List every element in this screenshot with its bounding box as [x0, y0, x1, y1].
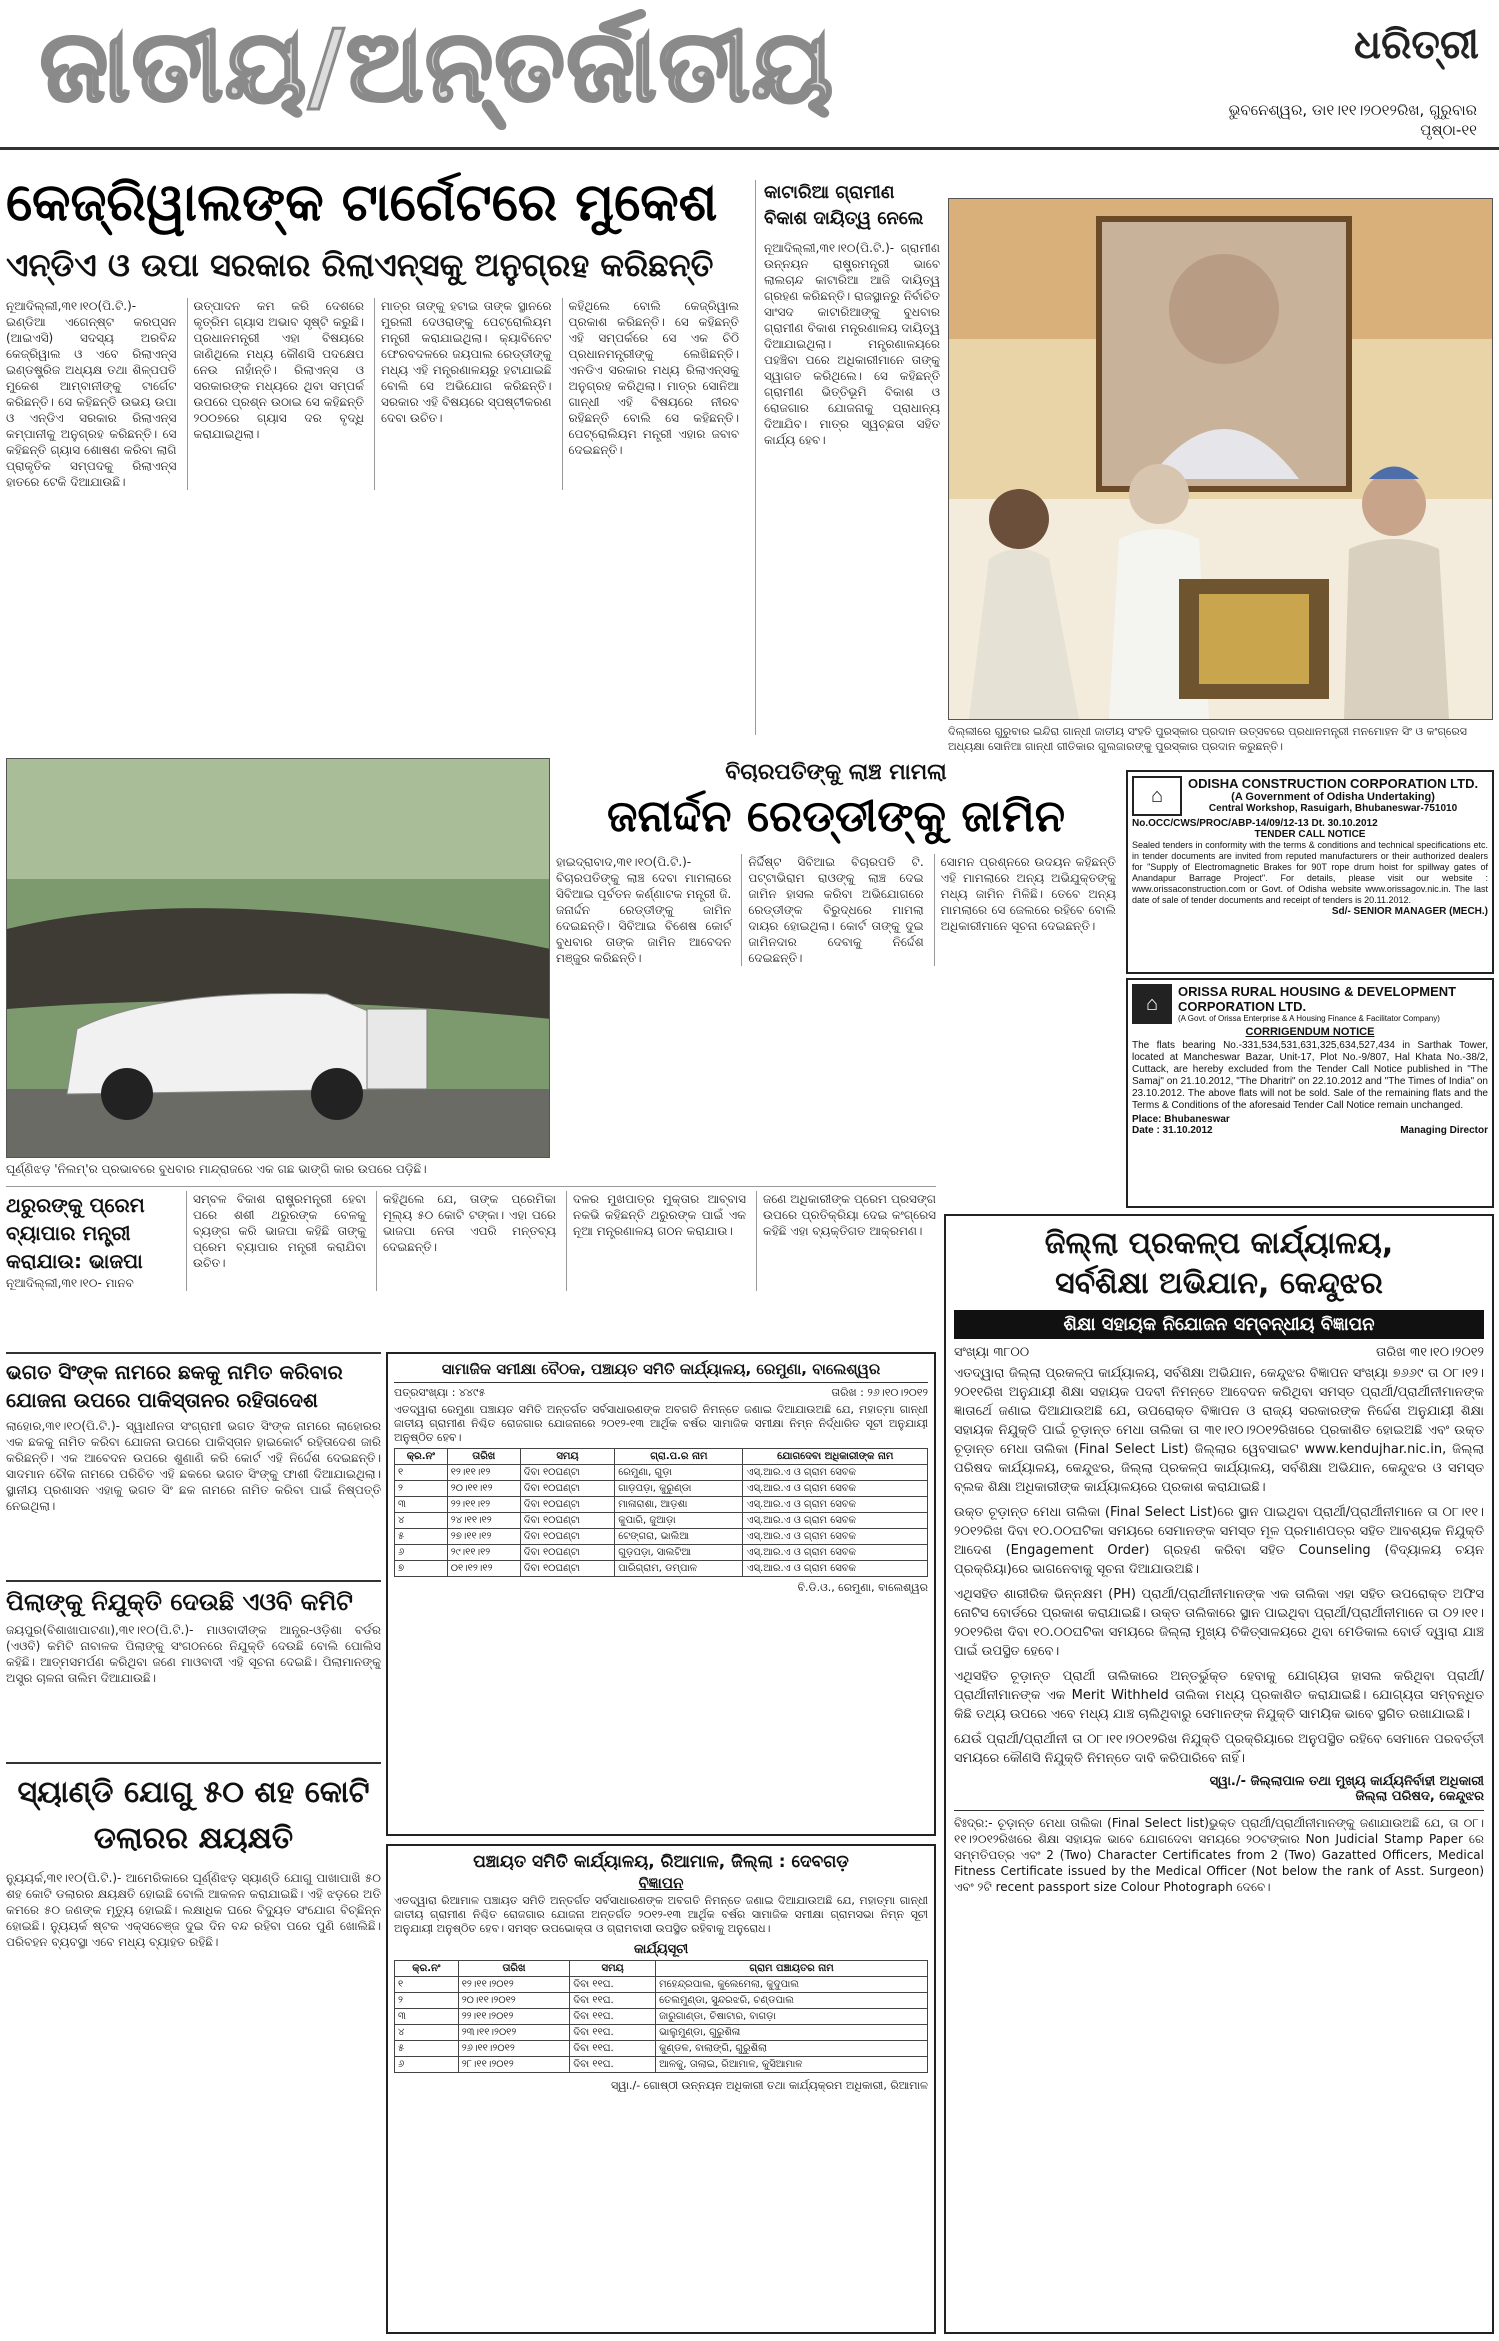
table-row — [395, 1513, 928, 1529]
table-cell: ୨୭।୧୧।୧୨ — [447, 1529, 520, 1545]
table-cell: ୨୯।୧୧।୧୨ — [447, 1545, 520, 1561]
table-cell: ୩ — [395, 1497, 448, 1513]
table-cell: ୧ — [395, 1977, 459, 1993]
award-photo-image — [949, 199, 1493, 720]
sandy-headline: ସ୍ୟାଣ୍ଡି ଯୋଗୁ ୫୦ ଶହ କୋଟି ଡଲାରର କ୍ଷୟକ୍ଷତି — [17, 1775, 370, 1856]
table-cell: ଦିବା ୧୧ଘ. — [570, 2041, 656, 2057]
table-cell: ପାରିଗ୍ରାମ, ଡମ୍ପାଳ — [615, 1561, 743, 1577]
judge-col-1: ହାଇଦ୍ରାବାଦ,୩୧।୧୦(ପି.ଟି.)- ବିଚାରପତିଙ୍କୁ ଲାଞ୍ଚ ଦେବା ମାମଲାରେ ସିବିଆଇ ପୂର୍ବତନ କର୍ଣ୍ଣାଟକ ମନ୍ତ୍ରୀ ଜି. ଜନାର୍ଦ୍ଦନ ରେଡ୍ଡୀଙ୍କୁ ଜାମିନ ଦେଇଛନ୍ତି। ସିବିଆଇ ବିଶେଷ କୋର୍ଟ ବୁଧବାର ତାଙ୍କ ଜାମିନ ଆବେଦନ ମଞ୍ଜୁର କରିଛନ୍ତି। — [556, 855, 732, 965]
table-cell: ୨ — [395, 1481, 448, 1497]
table-cell: ଦିବା ୧୧ଘ. — [570, 1977, 656, 1993]
keonjhar-para-2: ଉକ୍ତ ଚୂଡ଼ାନ୍ତ ମେଧା ତାଲିକା (Final Select List)ରେ ସ୍ଥାନ ପାଇଥିବା ପ୍ରାର୍ଥୀ/ପ୍ରାର୍ଥୀନୀମାନେ ତା ୦୮।୧୧।୨୦୧୨ରିଖ ଦିବା ୧୦.୦୦ଘଟିକା ସମୟରେ ସେମାନଙ୍କ ସମସ୍ତ ମୂଳ ପ୍ରମାଣପତ୍ର ସହିତ ଆବଶ୍ୟକ ନିଯୁକ୍ତି ଆଦେଶ (Engagement Order) ଗ୍ରହଣ କରିବା ସହିତ Counseling (ବିଦ୍ୟାଳୟ ଚୟନ ପ୍ରକ୍ରିୟା)ରେ ଭାଗନେବାକୁ ସୂଚନା ଦିଆଯାଉଅଛି। — [954, 1505, 1484, 1577]
table-cell: ଦିବା ୧୧ଘ. — [570, 1993, 656, 2009]
table-cell: ତେଲମୁଣ୍ଡା, ସୁନ୍ଦରଝରି, ଚଣ୍ଡପାଲ — [656, 1993, 928, 2009]
newspaper-brand: ଧରିତ୍ରୀ — [1354, 22, 1479, 68]
table-header: ଗ୍ରା.ପ.ର ନାମ — [615, 1449, 743, 1465]
dateline — [1229, 100, 1477, 140]
table-cell: ୪ — [395, 2025, 459, 2041]
pak-story — [6, 1352, 381, 1572]
table-cell: କୁଣ୍ଡଳ, ବାଲାଙ୍ଗି, ଗୁରୁଶିଲା — [656, 2041, 928, 2057]
ocl-sub2: Central Workshop, Rasuigarh, Bhubaneswar-751010 — [1208, 803, 1458, 814]
lead-col-1: ନୂଆଦିଲ୍ଲୀ,୩୧।୧୦(ପି.ଟି.)- ଇଣ୍ଡିଆ ଏଗେନ୍‌ଷ୍ଟ କରପ୍ସନ (ଆଇଏସି) ସଦସ୍ୟ ଅରବିନ୍ଦ କେଜ୍‌ରିୱାଲ ଓ ଏବେ ରିଲାଏନ୍ସ ଇଣ୍ଡଷ୍ଟ୍ରିଜ ଅଧ୍ୟକ୍ଷ ତଥା ଶିଳ୍ପପତି ମୁକେଶ ଆମ୍ବାନୀଙ୍କୁ ଟାର୍ଗେଟ କରିଛନ୍ତି। ସେ କହିଛନ୍ତି ଉଭୟ ଉପା ଓ ଏନ୍‌ଡିଏ ସରକାର ରିଲାଏନ୍ସ କମ୍ପାନୀକୁ ଅନୁଗ୍ରହ କରିଛନ୍ତି। ସେ କହିଛନ୍ତି ଗ୍ୟାସ ଶୋଷଣ କରିବା ଲାଗି ପ୍ରାକୃତିକ ସମ୍ପଦକୁ ରିଲାଏନ୍ସ ହାତରେ ଟେକି ଦିଆଯାଉଛି। — [6, 299, 177, 489]
keonjhar-title-1: ଜିଲ୍ଲା ପ୍ରକଳ୍ପ କାର୍ଯ୍ୟାଳୟ, — [1044, 1226, 1394, 1261]
keonjhar-banner: ଶିକ୍ଷା ସହାୟକ ନିଯୋଜନ ସମ୍ବନ୍ଧୀୟ ବିଜ୍ଞାପନ — [954, 1310, 1484, 1339]
remuna-ref: ପତ୍ରସଂଖ୍ୟା : ୪୪୯୫ — [394, 1386, 486, 1399]
award-photo — [948, 198, 1493, 720]
ocl-logo: ⌂ — [1132, 776, 1182, 816]
pilot-headline: ପିଲାଙ୍କୁ ନିଯୁକ୍ତି ଦେଉଛି ଏଓବି କମିଟି — [6, 1588, 353, 1616]
table-cell: ୬ — [395, 1545, 448, 1561]
table-header: ଯୋଗଦେବା ଅଧିକାରୀଙ୍କ ନାମ — [743, 1449, 928, 1465]
keonjhar-ref: ସଂଖ୍ୟା ୩୮୦୦ — [954, 1345, 1030, 1360]
table-cell: ଟେଙ୍ଗରା, ଭାଲିଆ — [615, 1529, 743, 1545]
table-cell: ୩ — [395, 2009, 459, 2025]
minister-col-2: କହିଥିଲେ ଯେ, ତାଙ୍କ ପ୍ରେମିକା ମୂଲ୍ୟ ୫୦ କୋଟି ଟଙ୍କା। ଏହା ପରେ ଭାଜପା ନେତା ଏପରି ମନ୍ତବ୍ୟ ଦେଇଛନ୍ତି। — [376, 1191, 556, 1291]
sandy-body: ନ୍ୟୁୟର୍କ,୩୧।୧୦(ପି.ଟି.)- ଆମେରିକାରେ ଘୂର୍ଣ୍ଣିଝଡ଼ ସ୍ୟାଣ୍ଡି ଯୋଗୁ ପାଖାପାଖି ୫୦ ଶହ କୋଟି ଡଲାରର କ୍ଷୟକ୍ଷତି ହୋଇଛି ବୋଲି ଆକଳନ କରାଯାଇଛି। ଏହି ଝଡ଼ରେ ଅତି କମରେ ୫୦ ଜଣଙ୍କ ମୃତ୍ୟୁ ହୋଇଛି। ଲକ୍ଷାଧିକ ଘରେ ବିଦ୍ୟୁତ ସଂଯୋଗ ବିଚ୍ଛିନ୍ନ ହୋଇଛି। ନ୍ୟୁୟର୍କ ଷ୍ଟକ ଏକ୍ସଚେଞ୍ଜ ଦୁଇ ଦିନ ବନ୍ଦ ରହିବା ପରେ ପୁଣି ଖୋଲିଛି। ପରିବହନ ବ୍ୟବସ୍ଥା ଏବେ ମଧ୍ୟ ବ୍ୟାହତ ରହିଛି। — [6, 1871, 381, 1949]
riamal-samiti-ad — [386, 1844, 936, 2334]
minister-headline: ଥରୁରଙ୍କୁ ପ୍ରେମ ବ୍ୟାପାର ମନ୍ତ୍ରୀ କରାଯାଉ: ଭାଜପା — [6, 1193, 145, 1273]
table-cell: ଭାଲୁମୁଣ୍ଡା, ଗୁରୁଶିଳା — [656, 2025, 928, 2041]
issue-date: ଭୁବନେଶ୍ୱର, ଡା୧।୧୧।୨୦୧୨ରିଖ, ଗୁରୁବାର — [1228, 101, 1477, 119]
table-cell: ୨୨।୧୧।୧୨ — [447, 1497, 520, 1513]
tree-photo — [6, 758, 550, 1158]
table-row — [395, 2025, 928, 2041]
table-cell: ୭ — [395, 1561, 448, 1577]
table-cell: ୧ — [395, 1465, 448, 1481]
ocl-body: Sealed tenders in conformity with the terms & conditions and technical specifications etc. in tender documents are invited from reputed manufacturers or their authorized dealers for "Supply of Electromagnetic Brakes for 90T rope drum hoist for spillway gates of Anandapur Barrage Project". For details, please visit our website : www.orissaconstruction.com or Govt. of Odisha website www.orissagov.nic.in. The last date of sale of tender documents and receipt of tenders is 20.11.2012. — [1132, 840, 1488, 905]
minister-dateline: ନୂଆଦିଲ୍ଲୀ,୩୧।୧୦- ମାନବ — [6, 1276, 134, 1290]
page-number: ପୃଷ୍ଠା-୧୧ — [1420, 121, 1477, 139]
table-cell: ଦିବା ୧୦ଘଣ୍ଟା — [520, 1545, 614, 1561]
table-row — [395, 2057, 928, 2073]
table-cell: ଏସ୍‌.ଆର.ଏ ଓ ଗ୍ରାମ ସେବକ — [743, 1497, 928, 1513]
remuna-body: ଏତଦ୍ୱାରା ରେମୁଣା ପଞ୍ଚାୟତ ସମିତି ଅନ୍ତର୍ଗତ ସର୍ବସାଧାରଣଙ୍କ ଅବଗତି ନିମନ୍ତେ ଜଣାଇ ଦିଆଯାଉଅଛି ଯେ, ମହାତ୍ମା ଗାନ୍ଧୀ ଜାତୀୟ ଗ୍ରାମୀଣ ନିଶ୍ଚିତ ରୋଜଗାର ଯୋଜନାରେ ୨୦୧୨-୧୩ ଆର୍ଥିକ ବର୍ଷର ସାମାଜିକ ସମୀକ୍ଷା ନିମ୍ନ ନିର୍ଦ୍ଧାରିତ ସୂଚୀ ଅନୁଯାୟୀ ଅନୁଷ୍ଠିତ ହେବ। — [394, 1403, 928, 1444]
remuna-date: ତାରିଖ : ୨୬।୧୦।୨୦୧୨ — [831, 1386, 928, 1399]
orhdc-name: ORISSA RURAL HOUSING & DEVELOPMENT CORPORATION LTD. — [1178, 984, 1457, 1014]
orhdc-corrigendum-ad — [1126, 978, 1494, 1208]
table-cell: ରେମୁଣା, ଗୁଡ଼ା — [615, 1465, 743, 1481]
judge-kicker: ବିଚାରପତିଙ୍କୁ ଲାଞ୍ଚ ମାମଲା — [725, 760, 947, 785]
table-cell: ୨ — [395, 1993, 459, 2009]
orhdc-date: Date : 31.10.2012 — [1132, 1125, 1213, 1136]
award-photo-caption: ଦିଲ୍ଲୀରେ ଗୁରୁବାର ଇନ୍ଦିରା ଗାନ୍ଧୀ ଜାତୀୟ ସଂହତି ପୁରସ୍କାର ପ୍ରଦାନ ଉତ୍ସବରେ ପ୍ରଧାନମନ୍ତ୍ରୀ ମନମୋହନ ସିଂ ଓ କଂଗ୍ରେସ ଅଧ୍ୟକ୍ଷା ସୋନିଆ ଗାନ୍ଧୀ ଗୀତିକାର ଗୁଲଜାରଙ୍କୁ ପୁରସ୍କାର ପ୍ରଦାନ କରୁଛନ୍ତି। — [948, 725, 1467, 753]
table-cell: ୨୮।୧୧।୨୦୧୨ — [458, 2057, 570, 2073]
minister-col-1: ସମ୍ବଳ ବିକାଶ ରାଷ୍ଟ୍ରମନ୍ତ୍ରୀ ହେବା ପରେ ଶଶୀ ଥରୁରଙ୍କ ବେଳକୁ ବ୍ୟଙ୍ଗ କରି ଭାଜପା କହିଛି ତାଙ୍କୁ ପ୍ରେମ ବ୍ୟାପାର ମନ୍ତ୍ରୀ କରାଯିବା ଉଚିତ। — [186, 1191, 366, 1291]
table-cell: ୦୧।୧୨।୧୨ — [447, 1561, 520, 1577]
lead-headline: କେଜ୍‌ରିୱାଲଙ୍କ ଟାର୍ଗେଟରେ ମୁକେଶ — [6, 173, 718, 233]
table-cell: ଦିବା ୧୦ଘଣ୍ଟା — [520, 1481, 614, 1497]
section-title: ଜାତୀୟ/ଅନ୍ତର୍ଜାତୀୟ — [40, 10, 835, 124]
table-header-row — [395, 1449, 928, 1465]
table-header: ତାରିଖ — [447, 1449, 520, 1465]
table-cell: ଦିବା ୧୦ଘଣ୍ଟା — [520, 1497, 614, 1513]
keonjhar-sarvashiksha-ad — [944, 1214, 1494, 2334]
table-header: ତାରିଖ — [458, 1961, 570, 1977]
lead-col-2: ଉତ୍ପାଦନ କମ କରି ଦେଶରେ କୃତ୍ରିମ ଗ୍ୟାସ ଅଭାବ ସୃଷ୍ଟି କରୁଛି। ପ୍ରଧାନମନ୍ତ୍ରୀ ଏହା ବିଷୟରେ ଜାଣିଥିଲେ ମଧ୍ୟ କୌଣସି ପଦକ୍ଷେପ ନେଉ ନାହାଁନ୍ତି। ରିଲାଏନ୍ସ ଓ ସରକାରଙ୍କ ମଧ୍ୟରେ ଥିବା ସମ୍ପର୍କ ଉପରେ ପ୍ରଶ୍ନ ଉଠାଇ ସେ କହିଛନ୍ତି ୨୦୦୭ରେ ଗ୍ୟାସ ଦର ବୃଦ୍ଧି କରାଯାଇଥିଲା। — [187, 298, 365, 490]
table-cell: ଦିବା ୧୧ଘ. — [570, 2057, 656, 2073]
judge-story — [556, 758, 1116, 1178]
table-cell: ୨୦।୧୧।୧୨ — [447, 1481, 520, 1497]
remuna-schedule-table — [394, 1448, 928, 1577]
lead-col-4: କହିଥିଲେ ବୋଲି କେଜ୍‌ରିୱାଲ ପ୍ରକାଶ କରିଛନ୍ତି। ସେ କହିଛନ୍ତି ଏହି ସମ୍ପର୍କରେ ସେ ଏକ ଚିଠି ପ୍ରଧାନମନ୍ତ୍ରୀଙ୍କୁ ଲେଖିଛନ୍ତି। ଏନଡିଏ ସରକାର ମଧ୍ୟ ରିଲାଏନ୍ସକୁ ଅନୁଗ୍ରହ କରିଥିଲା। ମାତ୍ର ସୋନିଆ ଗାନ୍ଧୀ ଏହି ବିଷୟରେ ନୀରବ ରହିଛନ୍ତି ବୋଲି ସେ କହିଛନ୍ତି। ପେଟ୍ରୋଲିୟମ ମନ୍ତ୍ରୀ ଏହାର ଜବାବ ଦେଇଛନ୍ତି। — [562, 298, 740, 490]
side-body: ନୂଆଦିଲ୍ଲୀ,୩୧।୧୦(ପି.ଟି.)- ଗ୍ରାମୀଣ ଉନ୍ନୟନ ରାଷ୍ଟ୍ରମନ୍ତ୍ରୀ ଭାବେ ଲାଲଚାନ୍ଦ କାଟାରିଆ ଆଜି ଦାୟିତ୍ୱ ଗ୍ରହଣ କରିଛନ୍ତି। ରାଜସ୍ଥାନରୁ ନିର୍ବାଚିତ ସାଂସଦ କାଟାରିଆଙ୍କୁ ବୁଧବାର ଗ୍ରାମୀଣ ବିକାଶ ମନ୍ତ୍ରଣାଳୟ ଦାୟିତ୍ୱ ଦିଆଯାଇଥିଲା। ମନ୍ତ୍ରଣାଳୟରେ ପହଞ୍ଚିବା ପରେ ଅଧିକାରୀମାନେ ତାଙ୍କୁ ସ୍ୱାଗତ କରିଥିଲେ। ସେ କହିଛନ୍ତି ଗ୍ରାମୀଣ ଭିତ୍ତିଭୂମି ବିକାଶ ଓ ରୋଜଗାର ଯୋଜନାକୁ ପ୍ରାଧାନ୍ୟ ଦିଆଯିବ। ମାତ୍ର ସ୍ୱଚ୍ଛତା ସହିତ କାର୍ଯ୍ୟ ହେବ। — [764, 241, 940, 447]
judge-columns — [556, 854, 1116, 966]
table-row — [395, 2041, 928, 2057]
ocl-ref: No.OCC/CWS/PROC/ABP-14/09/12-13 Dt. 30.10.2012 — [1132, 818, 1378, 829]
riamal-subtitle: ବିଜ୍ଞାପନ — [638, 1874, 684, 1892]
table-cell: ଏସ୍‌.ଆର.ଏ ଓ ଗ୍ରାମ ସେବକ — [743, 1529, 928, 1545]
table-header: ଗ୍ରାମ ପଞ୍ଚାୟତର ନାମ — [656, 1961, 928, 1977]
table-cell: ୨୪।୧୧।୧୨ — [447, 1513, 520, 1529]
table-cell: ମହେନ୍ଦ୍ରପାଲ, କୁଲେମେଲା, କୁଦୁପାଲ — [656, 1977, 928, 1993]
table-cell: ମାଳାରାଶା, ଆଡ଼ଶା — [615, 1497, 743, 1513]
orhdc-notice: CORRIGENDUM NOTICE — [1245, 1026, 1375, 1038]
table-header: କ୍ର.ନଂ — [395, 1449, 448, 1465]
table-cell: କୁପାରି, ଜୁଆଡ଼ା — [615, 1513, 743, 1529]
judge-headline: ଜନାର୍ଦ୍ଦନ ରେଡ୍ଡୀଙ୍କୁ ଜାମିନ — [606, 791, 1066, 842]
orhdc-sub: (A Govt. of Orissa Enterprise & A Housing Finance & Facilitator Company) — [1178, 1014, 1440, 1023]
riamal-schedule-table — [394, 1960, 928, 2073]
table-cell: ୬ — [395, 2057, 459, 2073]
table-cell: ଜାରୁଗାଣ୍ଡା, ଚିଷାଟାର, ବାଗଡ଼ା — [656, 2009, 928, 2025]
masthead — [0, 0, 1499, 150]
lead-col-3: ମାତ୍ର ତାଙ୍କୁ ହଟାଇ ତାଙ୍କ ସ୍ଥାନରେ ମୁରଲୀ ଦେଓରାଙ୍କୁ ପେଟ୍ରୋଲିୟମ ମନ୍ତ୍ରୀ କରାଯାଇଥିଲା। କ୍ୟାବିନେଟ ଫେରବଦଳରେ ଜୟପାଲ ରେଡ୍ଡୀଙ୍କୁ ମଧ୍ୟ ଏହି ମନ୍ତ୍ରଣାଳୟରୁ ହଟାଯାଇଛି ବୋଲି ସେ ଅଭିଯୋଗ କରିଛନ୍ତି। ସରକାର ଏହି ବିଷୟରେ ସ୍ପଷ୍ଟୀକରଣ ଦେବା ଉଚିତ। — [374, 298, 552, 490]
lead-story — [0, 168, 745, 733]
orhdc-logo: ⌂ — [1132, 984, 1172, 1024]
table-cell: ଦିବା ୧୦ଘଣ୍ଟା — [520, 1561, 614, 1577]
table-cell: ଦିବା ୧୧ଘ. — [570, 2025, 656, 2041]
table-cell: ୨୦।୧୧।୨୦୧୨ — [458, 1993, 570, 2009]
table-cell: ଦିବା ୧୦ଘଣ୍ଟା — [520, 1529, 614, 1545]
table-cell: ଏସ୍‌.ଆର.ଏ ଓ ଗ୍ରାମ ସେବକ — [743, 1545, 928, 1561]
table-row — [395, 1545, 928, 1561]
table-row — [395, 1529, 928, 1545]
orhdc-body: The flats bearing No.-331,534,531,631,325,634,527,434 in Sarthak Tower, located at Mancheswar Bazar, Unit-17, Plot No.-9/807, Hal Khata No.-38/2, Cuttack, are hereby excluded from the Tender Call Notice published in "The Samaj" on 21.10.2012, "The Dharitri" on 22.10.2012 and "The Times of India" on 23.10.2012. The above flats will not be sold. Sale of the remaining flats and the Terms & Conditions of the aforesaid Tender Call Notice remain unchanged. — [1132, 1040, 1488, 1111]
table-row — [395, 1993, 928, 2009]
minister-story — [6, 1186, 936, 1346]
lead-columns — [0, 298, 745, 490]
table-cell: ଗାଡ଼ପଡ଼ା, କୁରୁଣ୍ଡା — [615, 1481, 743, 1497]
lead-subhead: ଏନ୍‌ଡିଏ ଓ ଉପା ସରକାର ରିଲାଏନ୍ସକୁ ଅନୁଗ୍ରହ କରିଛନ୍ତି — [6, 246, 714, 284]
table-cell: ଦିବା ୧୧ଘ. — [570, 2009, 656, 2025]
table-cell: ଗୁଡ଼ପଡ଼ା, ସାଲଟିଆ — [615, 1545, 743, 1561]
remuna-title: ସାମାଜିକ ସମୀକ୍ଷା ବୈଠକ, ପଞ୍ଚାୟତ ସମିତି କାର୍ଯ୍ୟାଳୟ, ରେମୁଣା, ବାଲେଶ୍ୱର — [394, 1360, 928, 1383]
remuna-sign: ବି.ଡି.ଓ., ରେମୁଣା, ବାଲେଶ୍ୱର — [797, 1581, 928, 1594]
ocl-tender-ad — [1126, 770, 1494, 974]
pak-body: ଲାହୋର,୩୧।୧୦(ପି.ଟି.)- ସ୍ୱାଧୀନତା ସଂଗ୍ରାମୀ ଭଗତ ସିଂଙ୍କ ନାମରେ ଲାହୋରର ଏକ ଛକକୁ ନାମିତ କରିବା ଯୋଜନା ଉପରେ ପାକିସ୍ତାନ ହାଇକୋର୍ଟ ରହିତାଦେଶ ଜାରି କରିଛନ୍ତି। ଏକ ଆବେଦନ ଉପରେ ଶୁଣାଣି କରି କୋର୍ଟ ଏହି ନିର୍ଦ୍ଦେଶ ଦେଇଛନ୍ତି। ସାଦମାନ ଚୌକ ନାମରେ ପରିଚିତ ଏହି ଛକରେ ଭଗତ ସିଂଙ୍କୁ ଫାଶୀ ଦିଆଯାଇଥିଲା। ସ୍ଥାନୀୟ ପ୍ରଶାସନ ଏହାକୁ ଭଗତ ସିଂ ଛକ ନାମରେ ନାମିତ କରିବା ପାଇଁ ନିଷ୍ପତ୍ତି ନେଇଥିଲା। — [6, 1419, 381, 1513]
keonjhar-date: ତାରିଖ ୩୧।୧୦।୨୦୧୨ — [1375, 1345, 1484, 1360]
table-row — [395, 1497, 928, 1513]
orhdc-place: Place: Bhubaneswar — [1132, 1114, 1230, 1125]
table-header: ସମୟ — [520, 1449, 614, 1465]
table-cell: ଏସ୍‌.ଆର.ଏ ଓ ଗ୍ରାମ ସେବକ — [743, 1513, 928, 1529]
table-header: କ୍ର.ନଂ — [395, 1961, 459, 1977]
riamal-schedule-title: କାର୍ଯ୍ୟସୂଚୀ — [633, 1942, 689, 1957]
keonjhar-para-5: ଯେଉଁ ପ୍ରାର୍ଥୀ/ପ୍ରାର୍ଥୀନୀ ତା ୦୮।୧୧।୨୦୧୨ରିଖ ନିଯୁକ୍ତି ପ୍ରକ୍ରିୟାରେ ଅନୁପସ୍ଥିତ ରହିବେ ସେମାନେ ପରବର୍ତ୍ତୀ ସମୟରେ କୌଣସି ନିଯୁକ୍ତି ନିମନ୍ତେ ଦାବି କରିପାରିବେ ନାହିଁ। — [954, 1732, 1484, 1766]
table-cell: ଦିବା ୧୦ଘଣ୍ଟା — [520, 1465, 614, 1481]
table-header: ସମୟ — [570, 1961, 656, 1977]
keonjhar-para-4: ଏଥିସହିତ ଚୂଡ଼ାନ୍ତ ପ୍ରାର୍ଥୀ ତାଲିକାରେ ଅନ୍ତର୍ଭୁକ୍ତ ହେବାକୁ ଯୋଗ୍ୟତା ହାସଲ କରିଥିବା ପ୍ରାର୍ଥୀ/ପ୍ରାର୍ଥୀନୀମାନଙ୍କ ଏକ Merit Withheld ତାଲିକା ମଧ୍ୟ ପ୍ରକାଶିତ କରାଯାଇଛି। ଯୋଗ୍ୟତା ସମ୍ବନ୍ଧିତ କିଛି ତଥ୍ୟ ଉପରେ ଏବେ ମଧ୍ୟ ଯାଞ୍ଚ ଚାଲିଥିବାରୁ ସେମାନଙ୍କ ନିଯୁକ୍ତି ସାମୟିକ ଭାବେ ସ୍ଥଗିତ ରଖାଯାଇଛି। — [954, 1669, 1484, 1722]
keonjhar-note: ବିଃଦ୍ର:- ଚୂଡ଼ାନ୍ତ ମେଧା ତାଲିକା (Final Select list)ଭୁକ୍ତ ପ୍ରାର୍ଥୀ/ପ୍ରାର୍ଥୀନୀମାନଙ୍କୁ ଜଣାଯାଉଅଛି ଯେ, ତା ୦୮।୧୧।୨୦୧୨ରିଖରେ ଶିକ୍ଷା ସହାୟକ ଭାବେ ଯୋଗଦେବା ସମୟରେ ୨୦ଟଙ୍କାର Non Judicial Stamp Paper ରେ ସମ୍ମତିପତ୍ର ଏବଂ 2 (Two) Character Certificates from 2 (Two) Gazatted Officers, Medical Fitness Certificate issued by the Medical Officer (Not below the rank of Asst. Surgeon) ଏବଂ ୨ଟି recent passport size Colour Photograph ଦେବେ। — [954, 1810, 1484, 1895]
ocl-name: ODISHA CONSTRUCTION CORPORATION LTD. — [1188, 776, 1479, 791]
ocl-notice: TENDER CALL NOTICE — [1254, 829, 1366, 840]
table-row — [395, 1465, 928, 1481]
riamal-sign: ସ୍ୱା./- ଗୋଷ୍ଠୀ ଉନ୍ନୟନ ଅଧିକାରୀ ତଥା କାର୍ଯ୍ୟକ୍ରମ ଅଧିକାରୀ, ରିଆମାଳ — [611, 2079, 928, 2092]
keonjhar-sign-1: ସ୍ୱା./- ଜିଲ୍ଲାପାଳ ତଥା ମୁଖ୍ୟ କାର୍ଯ୍ୟନିର୍ବାହୀ ଅଧିକାରୀ — [1209, 1774, 1484, 1789]
side-headline: କାଟାରିଆ ଗ୍ରାମୀଣ ବିକାଶ ଦାୟିତ୍ୱ ନେଲେ — [764, 182, 924, 229]
remuna-samiti-ad — [386, 1352, 936, 1836]
keonjhar-sign-2: ଜିଲ୍ଲା ପରିଷଦ, କେନ୍ଦୁଝର — [1355, 1789, 1484, 1804]
keonjhar-title-2: ସର୍ବଶିକ୍ଷା ଅଭିଯାନ, କେନ୍ଦୁଝର — [1055, 1266, 1383, 1301]
pilot-story — [6, 1580, 381, 1756]
table-cell: ଏସ୍‌.ଆର.ଏ ଓ ଗ୍ରାମ ସେବକ — [743, 1481, 928, 1497]
minister-col-4: ଜଣେ ଅଧିକାରୀଙ୍କ ପ୍ରେମ ପ୍ରସଙ୍ଗ ଉପରେ ପ୍ରତିକ୍ରିୟା ଦେଇ କଂଗ୍ରେସ କହିଛି ଏହା ବ୍ୟକ୍ତିଗତ ଆକ୍ରମଣ। — [756, 1191, 936, 1291]
orhdc-sign: Managing Director — [1400, 1125, 1488, 1136]
table-row — [395, 1561, 928, 1577]
table-cell: ୫ — [395, 1529, 448, 1545]
judge-col-3: ସୋମନ ପ୍ରଶ୍ନରେ ଉଦୟନ କହିଛନ୍ତି ଏହି ମାମଲାରେ ଅନ୍ୟ ଅଭିଯୁକ୍ତଙ୍କୁ ମଧ୍ୟ ଜାମିନ ମିଳିଛି। ତେବେ ଅନ୍ୟ ମାମଲାରେ ସେ ଜେଲରେ ରହିବେ ବୋଲି ଅଧିକାରୀମାନେ ସୂଚନା ଦେଇଛନ୍ତି। — [934, 854, 1116, 966]
tree-photo-image — [7, 759, 550, 1158]
table-cell: ଆଳକୁ, ତାଲାଇ, ରିଆମାଳ, କୁସିଆମାଳ — [656, 2057, 928, 2073]
riamal-title: ପଞ୍ଚାୟତ ସମିତି କାର୍ଯ୍ୟାଳୟ, ରିଆମାଳ, ଜିଲ୍ଲା : ଦେବଗଡ଼ — [473, 1852, 849, 1872]
table-cell: ୨୬।୧୧।୨୦୧୨ — [458, 2041, 570, 2057]
riamal-body: ଏତଦ୍ୱାରା ରିଆମାଳ ପଞ୍ଚାୟତ ସମିତି ଅନ୍ତର୍ଗତ ସର୍ବସାଧାରଣଙ୍କ ଅବଗତି ନିମନ୍ତେ ଜଣାଇ ଦିଆଯାଉଅଛି ଯେ, ମହାତ୍ମା ଗାନ୍ଧୀ ଜାତୀୟ ଗ୍ରାମୀଣ ନିଶ୍ଚିତ ରୋଜଗାର ଯୋଜନା ଅନ୍ତର୍ଗତ ୨୦୧୨-୧୩ ଆର୍ଥିକ ବର୍ଷର ସାମାଜିକ ସମୀକ୍ଷା ଗ୍ରାମସଭା ନିମ୍ନ ସୂଚୀ ଅନୁଯାୟୀ ଅନୁଷ୍ଠିତ ହେବ। ସମସ୍ତ ଉପଭୋକ୍ତା ଓ ଗ୍ରାମବାସୀ ଉପସ୍ଥିତ ରହିବାକୁ ଅନୁରୋଧ। — [394, 1894, 928, 1935]
table-cell: ୨୨।୧୧।୨୦୧୨ — [458, 2009, 570, 2025]
table-row — [395, 1481, 928, 1497]
minister-col-3: ଦଳର ମୁଖପାତ୍ର ମୁକ୍ତାର ଆବ୍ବାସ ନକଭି କହିଛନ୍ତି ଥରୁରଙ୍କ ପାଇଁ ଏକ ନୂଆ ମନ୍ତ୍ରଣାଳୟ ଗଠନ କରାଯାଉ। — [566, 1191, 746, 1291]
pilot-body: ଜୟପୁର(ବିଶାଖାପାଟଣା),୩୧।୧୦(ପି.ଟି.)- ମାଓବାଦୀଙ୍କ ଆନ୍ଧ୍ର-ଓଡ଼ିଶା ବର୍ଡର (ଏଓବି) କମିଟି ନାବାଳକ ପିଲାଙ୍କୁ ସଂଗଠନରେ ନିଯୁକ୍ତି ଦେଉଛି ବୋଲି ପୋଲିସ କହିଛି। ଆତ୍ମସମର୍ପଣ କରିଥିବା ଜଣେ ମାଓବାଦୀ ଏହି ସୂଚନା ଦେଇଛି। ପିଲାମାନଙ୍କୁ ଅସ୍ତ୍ର ଚାଳନା ତାଲିମ ଦିଆଯାଉଛି। — [6, 1623, 381, 1685]
table-cell: ଏସ୍‌.ଆର.ଏ ଓ ଗ୍ରାମ ସେବକ — [743, 1465, 928, 1481]
table-cell: ୪ — [395, 1513, 448, 1529]
judge-col-2: ନିର୍ଦ୍ଦିଷ୍ଟ ସିବିଆଇ ବିଚାରପତି ଟି. ପଟ୍ଟାଭିରାମ ରାଓଙ୍କୁ ଲାଞ୍ଚ ଦେଇ ଜାମିନ ହାସଲ କରିବା ଅଭିଯୋଗରେ ରେଡ୍ଡୀଙ୍କ ବିରୁଦ୍ଧରେ ମାମଲା ଦାୟର ହୋଇଥିଲା। କୋର୍ଟ ତାଙ୍କୁ ଦୁଇ ଜାମିନଦାର ଦେବାକୁ ନିର୍ଦ୍ଦେଶ ଦେଇଛନ୍ତି। — [741, 854, 923, 966]
table-cell: ୧୨।୧୧।୨୦୧୨ — [458, 1977, 570, 1993]
table-row — [395, 1977, 928, 1993]
tree-photo-caption: ଘୂର୍ଣ୍ଣିଝଡ଼ 'ନିଲମ୍‌'ର ପ୍ରଭାବରେ ବୁଧବାର ମାନ୍ଦ୍ରାଜରେ ଏକ ଗଛ ଭାଙ୍ଗି କାର ଉପରେ ପଡ଼ିଛି। — [6, 1162, 427, 1176]
table-cell: ଦିବା ୧୦ଘଣ୍ଟା — [520, 1513, 614, 1529]
pak-headline: ଭଗତ ସିଂଙ୍କ ନାମରେ ଛକକୁ ନାମିତ କରିବାର ଯୋଜନା ଉପରେ ପାକିସ୍ତାନର ରହିତାଦେଶ — [6, 1360, 343, 1412]
table-cell: ୫ — [395, 2041, 459, 2057]
ocl-sub1: (A Government of Odisha Undertaking) — [1231, 791, 1435, 803]
table-cell: ଏସ୍‌.ଆର.ଏ ଓ ଗ୍ରାମ ସେବକ — [743, 1561, 928, 1577]
table-header-row — [395, 1961, 928, 1977]
side-story — [755, 180, 940, 735]
keonjhar-para-1: ଏତଦ୍ୱାରା ଜିଲ୍ଲା ପ୍ରକଳ୍ପ କାର୍ଯ୍ୟାଳୟ, ସର୍ବଶିକ୍ଷା ଅଭିଯାନ, କେନ୍ଦୁଝର ବିଜ୍ଞାପନ ସଂଖ୍ୟା ୭୬୬୯ ତା ୦୮।୧୨।୨୦୧୧ରିଖ ଅନୁଯାୟୀ ଶିକ୍ଷା ସହାୟକ ପଦବୀ ନିମନ୍ତେ ଆବେଦନ କରିଥିବା ସମସ୍ତ ପ୍ରାର୍ଥୀ/ପ୍ରାର୍ଥୀନୀମାନଙ୍କ ଜ୍ଞାତାର୍ଥେ ଜଣାଇ ଦିଆଯାଉଅଛି ଯେ, ଉପରୋକ୍ତ ବିଜ୍ଞାପନ ଓ ରାଜ୍ୟ ସରକାରଙ୍କ ନିର୍ଦ୍ଦେଶ ଅନୁଯାୟୀ ଶିକ୍ଷା ସହାୟକ ନିଯୁକ୍ତି ପାଇଁ ଚୂଡ଼ାନ୍ତ ମେଧା ତାଲିକା ତା ୩୧।୧୦।୨୦୧୨ରିଖରେ ପ୍ରକାଶିତ ହୋଇଅଛି ଏବଂ ଉକ୍ତ ଚୂଡ଼ାନ୍ତ ମେଧା ତାଲିକା (Final Select List) ଜିଲ୍ଲାର ୱେବସାଇଟ www.kendujhar.nic.in, ଜିଲ୍ଲା ପରିଷଦ କାର୍ଯ୍ୟାଳୟ, କେନ୍ଦୁଝର, ଜିଲ୍ଲା ପ୍ରକଳ୍ପ କାର୍ଯ୍ୟାଳୟ, ସର୍ବଶିକ୍ଷା ଅଭିଯାନ, କେନ୍ଦୁଝର ଓ ସମସ୍ତ ବ୍ଲକ ଶିକ୍ଷା ଅଧିକାରୀଙ୍କ କାର୍ଯ୍ୟାଳୟରେ ପ୍ରକାଶ କରାଯାଇଛି। — [954, 1366, 1484, 1495]
sandy-story — [6, 1762, 381, 2334]
table-row — [395, 2009, 928, 2025]
keonjhar-para-3: ଏଥିସହିତ ଶାରୀରିକ ଭିନ୍ନକ୍ଷମ (PH) ପ୍ରାର୍ଥୀ/ପ୍ରାର୍ଥୀନୀମାନଙ୍କ ଏକ ତାଲିକା ଏହା ସହିତ ଉପରୋକ୍ତ ଅଫିସ ନୋଟିସ ବୋର୍ଡରେ ପ୍ରକାଶ କରାଯାଇଛି। ଉକ୍ତ ତାଲିକାରେ ସ୍ଥାନ ପାଇଥିବା ପ୍ରାର୍ଥୀ/ପ୍ରାର୍ଥୀନୀମାନେ ତା ୦୨।୧୧।୨୦୧୨ରିଖ ଦିବା ୧୦.୦୦ଘଟିକା ସମୟରେ ଜିଲ୍ଲା ମୁଖ୍ୟ ଚିକିତ୍ସାଳୟରେ ଥିବା ମେଡିକାଲ ବୋର୍ଡ ଦ୍ୱାରା ଯାଞ୍ଚ ପାଇଁ ଉପସ୍ଥିତ ହେବେ। — [954, 1587, 1484, 1659]
table-cell: ୧୨।୧୧।୧୨ — [447, 1465, 520, 1481]
ocl-sign: Sd/- SENIOR MANAGER (MECH.) — [1331, 906, 1488, 917]
table-cell: ୨୩।୧୧।୨୦୧୨ — [458, 2025, 570, 2041]
